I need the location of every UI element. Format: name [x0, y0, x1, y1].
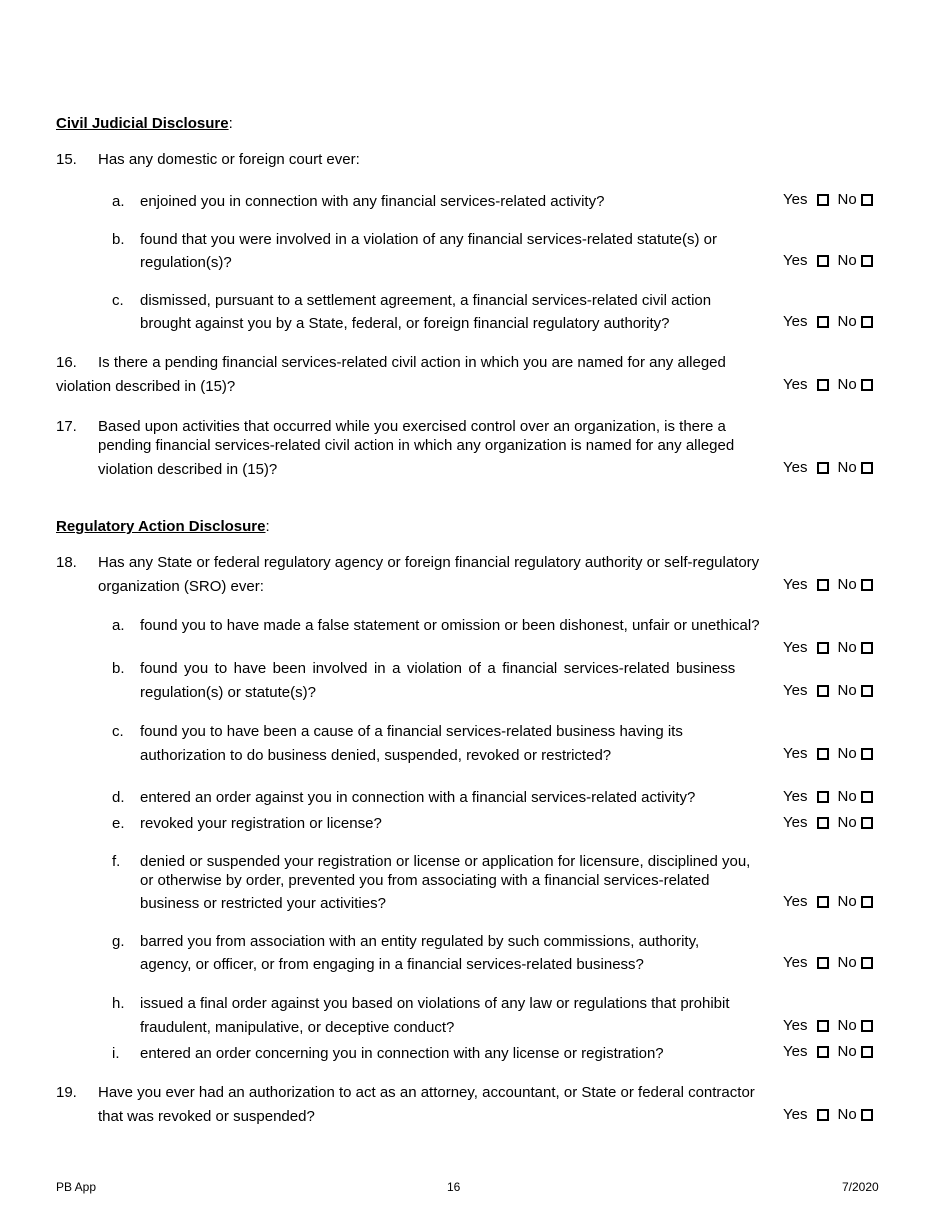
q18-yes-checkbox[interactable] — [817, 579, 829, 591]
q15c-no-checkbox[interactable] — [861, 316, 873, 328]
q18-answer: Yes No — [783, 576, 873, 593]
q15a-answer: Yes No — [783, 191, 873, 208]
q18g-text-1: barred you from association with an entity regulated by such commissions, authority, — [140, 933, 700, 950]
q15a-text: enjoined you in connection with any financial services-related activity? — [140, 193, 605, 210]
q18h-answer: Yes No — [783, 1017, 873, 1034]
q18c-answer: Yes No — [783, 745, 873, 762]
q18h-text-1: issued a final order against you based on violations of any law or regulations that prohibit — [140, 995, 730, 1012]
q18b-label: b. — [112, 660, 125, 677]
q18f-no-checkbox[interactable] — [861, 896, 873, 908]
q15a-yes-checkbox[interactable] — [817, 194, 829, 206]
q18b-text-1: found you to have been involved in a violation of a financial services-related business — [140, 660, 736, 677]
q18a-yes-checkbox[interactable] — [817, 642, 829, 654]
q19-text-1: Have you ever had an authorization to act as an attorney, accountant, or State or federal contractor — [98, 1084, 755, 1101]
q15b-yes-checkbox[interactable] — [817, 255, 829, 267]
q17-yes-checkbox[interactable] — [817, 462, 829, 474]
q16-number: 16. — [56, 354, 77, 371]
q18i-text: entered an order concerning you in connection with any license or registration? — [140, 1045, 664, 1062]
q18e-label: e. — [112, 815, 125, 832]
q18a-label: a. — [112, 617, 125, 634]
footer-page-number: 16 — [447, 1180, 461, 1194]
q19-yes-checkbox[interactable] — [817, 1109, 829, 1121]
q18h-label: h. — [112, 995, 125, 1012]
q17-text-1: Based upon activities that occurred while you exercised control over an organization, is there a — [98, 418, 726, 435]
q15a-label: a. — [112, 193, 125, 210]
q18c-text-1: found you to have been a cause of a financial services-related business having its — [140, 723, 683, 740]
q18a-answer: Yes No — [783, 639, 873, 656]
q16-text-2: violation described in (15)? — [56, 378, 236, 395]
q17-answer: Yes No — [783, 459, 873, 476]
q15b-no-checkbox[interactable] — [861, 255, 873, 267]
footer-date: 7/2020 — [842, 1180, 879, 1194]
q18-text-2: organization (SRO) ever: — [98, 578, 264, 595]
q16-answer: Yes No — [783, 376, 873, 393]
q18e-text: revoked your registration or license? — [140, 815, 382, 832]
q17-text-3: violation described in (15)? — [98, 461, 278, 478]
q18c-text-2: authorization to do business denied, suspended, revoked or restricted? — [140, 747, 612, 764]
q16-text-1: Is there a pending financial services-related civil action in which you are named for any alleged — [98, 354, 726, 371]
q18f-text-3: business or restricted your activities? — [140, 895, 386, 912]
q18b-answer: Yes No — [783, 682, 873, 699]
q18g-yes-checkbox[interactable] — [817, 957, 829, 969]
q18b-text-2: regulation(s) or statute(s)? — [140, 684, 316, 701]
q18h-yes-checkbox[interactable] — [817, 1020, 829, 1032]
q18g-label: g. — [112, 933, 125, 950]
q18g-text-2: agency, or officer, or from engaging in a financial services-related business? — [140, 956, 644, 973]
q15b-text-1: found that you were involved in a violation of any financial services-related statute(s) or — [140, 231, 717, 248]
q18g-answer: Yes No — [783, 954, 873, 971]
q18f-label: f. — [112, 853, 121, 870]
q18i-no-checkbox[interactable] — [861, 1046, 873, 1058]
q18c-no-checkbox[interactable] — [861, 748, 873, 760]
q18c-yes-checkbox[interactable] — [817, 748, 829, 760]
q18i-label: i. — [112, 1045, 120, 1062]
q18c-label: c. — [112, 723, 124, 740]
q18d-text: entered an order against you in connection with a financial services-related activity? — [140, 789, 696, 806]
q18h-text-2: fraudulent, manipulative, or deceptive conduct? — [140, 1019, 455, 1036]
q18e-yes-checkbox[interactable] — [817, 817, 829, 829]
q18a-no-checkbox[interactable] — [861, 642, 873, 654]
footer-form-name: PB App — [56, 1180, 97, 1194]
q17-number: 17. — [56, 418, 77, 435]
q18-number: 18. — [56, 554, 77, 571]
q18e-no-checkbox[interactable] — [861, 817, 873, 829]
q17-no-checkbox[interactable] — [861, 462, 873, 474]
q18d-yes-checkbox[interactable] — [817, 791, 829, 803]
q15a-no-checkbox[interactable] — [861, 194, 873, 206]
q15c-text-2: brought against you by a State, federal, or foreign financial regulatory authority? — [140, 315, 670, 332]
q15-number: 15. — [56, 151, 77, 168]
q17-text-2: pending financial services-related civil action in which any organization is named for any alleged — [98, 437, 735, 454]
q18a-text: found you to have made a false statement or omission or been dishonest, unfair or unethical? — [140, 617, 760, 634]
q18b-yes-checkbox[interactable] — [817, 685, 829, 697]
q18i-yes-checkbox[interactable] — [817, 1046, 829, 1058]
q18i-answer: Yes No — [783, 1043, 873, 1060]
q15-text: Has any domestic or foreign court ever: — [98, 151, 360, 168]
q18f-text-2: or otherwise by order, prevented you from associating with a financial services-related — [140, 872, 710, 889]
regulatory-action-heading: Regulatory Action Disclosure: — [56, 518, 270, 535]
q15c-text-1: dismissed, pursuant to a settlement agreement, a financial services-related civil action — [140, 292, 712, 309]
q18h-no-checkbox[interactable] — [861, 1020, 873, 1032]
q18f-yes-checkbox[interactable] — [817, 896, 829, 908]
q19-text-2: that was revoked or suspended? — [98, 1108, 315, 1125]
q15c-yes-checkbox[interactable] — [817, 316, 829, 328]
q16-yes-checkbox[interactable] — [817, 379, 829, 391]
q19-answer: Yes No — [783, 1106, 873, 1123]
q15b-label: b. — [112, 231, 125, 248]
q19-no-checkbox[interactable] — [861, 1109, 873, 1121]
civil-judicial-heading: Civil Judicial Disclosure: — [56, 115, 233, 132]
q18d-no-checkbox[interactable] — [861, 791, 873, 803]
q15c-label: c. — [112, 292, 124, 309]
q18-text-1: Has any State or federal regulatory agency or foreign financial regulatory authority or self-regulatory — [98, 554, 760, 571]
q18b-no-checkbox[interactable] — [861, 685, 873, 697]
q15c-answer: Yes No — [783, 313, 873, 330]
q16-no-checkbox[interactable] — [861, 379, 873, 391]
q18g-no-checkbox[interactable] — [861, 957, 873, 969]
q15b-text-2: regulation(s)? — [140, 254, 232, 271]
q15b-answer: Yes No — [783, 252, 873, 269]
q18f-answer: Yes No — [783, 893, 873, 910]
q18d-label: d. — [112, 789, 125, 806]
q19-number: 19. — [56, 1084, 77, 1101]
q18-no-checkbox[interactable] — [861, 579, 873, 591]
q18d-answer: Yes No — [783, 788, 873, 805]
q18f-text-1: denied or suspended your registration or license or application for licensure, disciplined you, — [140, 853, 751, 870]
q18e-answer: Yes No — [783, 814, 873, 831]
